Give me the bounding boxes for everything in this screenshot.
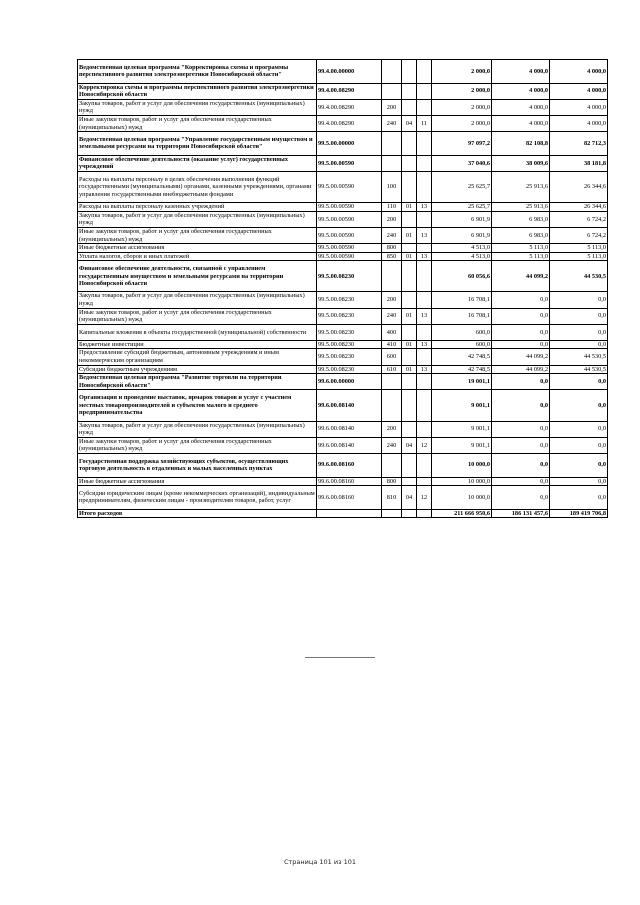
section: [402, 132, 417, 156]
amount-year-3: 0,0: [550, 324, 608, 340]
table-row: [78, 155, 608, 171]
amount-year-2: 0,0: [492, 308, 550, 324]
subsection: [417, 244, 432, 253]
amount-year-2: 44 099,2: [492, 349, 550, 365]
section: 01: [402, 308, 417, 324]
expense-type: 240: [382, 308, 402, 324]
row-name: Субсидии юридическим лицам (кроме некоммерческих организаций), индивидуальным предпринимателям, физическим лицам - производителям товаров, работ, услуг: [78, 486, 317, 510]
target-code: 99.5.00.08230: [317, 292, 382, 308]
amount-year-2: 0,0: [492, 477, 550, 486]
row-name: Корректировка схемы и программы перспективного развития электроэнергетики Новосибирской области: [78, 83, 317, 99]
amount-year-2: 25 913,6: [492, 171, 550, 202]
target-code: 99.5.00.00590: [317, 244, 382, 253]
subsection: 12: [417, 486, 432, 510]
table-row: [78, 261, 608, 292]
expense-type: 240: [382, 227, 402, 243]
amount-year-2: 0,0: [492, 374, 550, 390]
table-row: [78, 308, 608, 324]
amount-year-3: 0,0: [550, 477, 608, 486]
row-name: Предоставление субсидий бюджетным, автономным учреждениям и иным некоммерческим организациям: [78, 349, 317, 365]
amount-year-2: 0,0: [492, 421, 550, 437]
expense-type: 800: [382, 477, 402, 486]
table-row: [78, 115, 608, 131]
section: [402, 453, 417, 477]
amount-year-3: 6 724,2: [550, 227, 608, 243]
section: [402, 244, 417, 253]
amount-year-3: 0,0: [550, 340, 608, 349]
amount-year-3: 5 113,0: [550, 252, 608, 261]
subsection: 13: [417, 203, 432, 212]
row-name: Итого расходов: [78, 509, 317, 518]
amount-year-1: 97 097,2: [432, 132, 492, 156]
expense-type: 810: [382, 486, 402, 510]
target-code: 99.5.00.08230: [317, 340, 382, 349]
amount-year-1: 2 000,0: [432, 115, 492, 131]
expense-type: 400: [382, 324, 402, 340]
row-name: Расходы на выплаты персоналу в целях обеспечения выполнения функций государственными (муниципальными) органами, казенными учреждениями, органами управления государственными внебюджетными фондами: [78, 171, 317, 202]
amount-year-1: 2 000,0: [432, 60, 492, 84]
section: 01: [402, 252, 417, 261]
amount-year-3: 6 724,2: [550, 211, 608, 227]
amount-year-3: 82 712,3: [550, 132, 608, 156]
target-code: 99.6.00.08160: [317, 477, 382, 486]
subsection: [417, 292, 432, 308]
amount-year-1: 4 513,0: [432, 252, 492, 261]
target-code: 99.5.00.00590: [317, 227, 382, 243]
target-code: 99.6.00.00000: [317, 374, 382, 390]
target-code: 99.4.00.08290: [317, 115, 382, 131]
amount-year-2: 4 000,0: [492, 83, 550, 99]
amount-year-1: 6 901,9: [432, 227, 492, 243]
table-row: [78, 486, 608, 510]
table-row: [78, 374, 608, 390]
section: [402, 171, 417, 202]
expense-type: 800: [382, 244, 402, 253]
amount-year-1: 9 001,1: [432, 421, 492, 437]
expense-type: 850: [382, 252, 402, 261]
subsection: [417, 211, 432, 227]
row-name: Иные бюджетные ассигнования: [78, 244, 317, 253]
table-row: [78, 227, 608, 243]
amount-year-3: 0,0: [550, 437, 608, 453]
table-row: [78, 60, 608, 84]
target-code: 99.4.00.00000: [317, 60, 382, 84]
amount-year-1: 6 901,9: [432, 211, 492, 227]
amount-year-2: 0,0: [492, 390, 550, 421]
section: 04: [402, 115, 417, 131]
row-name: Ведомственная целевая программа "Корректировка схемы и программы перспективного развития электроэнергетики Новосибирской области": [78, 60, 317, 84]
row-name: Финансовое обеспечение деятельности (оказание услуг) государственных учреждений: [78, 155, 317, 171]
amount-year-2: 4 000,0: [492, 60, 550, 84]
table-row: [78, 132, 608, 156]
amount-year-2: 0,0: [492, 292, 550, 308]
amount-year-1: 4 513,0: [432, 244, 492, 253]
table-row: [78, 349, 608, 365]
row-name: Ведомственная целевая программа "Управление государственным имуществом и земельными ресурсами на территории Новосибирской области": [78, 132, 317, 156]
table-row: [78, 203, 608, 212]
row-name: Финансовое обеспечение деятельности, связанной с управлением государственным имуществом и земельными ресурсами на территории Новосибирской области: [78, 261, 317, 292]
subsection: [417, 390, 432, 421]
table-row: [78, 340, 608, 349]
subsection: 13: [417, 340, 432, 349]
amount-year-2: 0,0: [492, 437, 550, 453]
table-row: [78, 477, 608, 486]
subsection: [417, 453, 432, 477]
target-code: 99.5.00.00590: [317, 171, 382, 202]
expense-type: 100: [382, 171, 402, 202]
amount-year-1: 42 748,5: [432, 365, 492, 374]
target-code: 99.5.00.08230: [317, 349, 382, 365]
amount-year-3: 0,0: [550, 453, 608, 477]
amount-year-1: 25 625,7: [432, 171, 492, 202]
amount-year-3: 38 181,8: [550, 155, 608, 171]
row-name: Закупка товаров, работ и услуг для обеспечения государственных (муниципальных) нужд: [78, 292, 317, 308]
table-row: [78, 99, 608, 115]
subsection: [417, 349, 432, 365]
subsection: [417, 477, 432, 486]
expense-type: [382, 509, 402, 518]
subsection: 13: [417, 227, 432, 243]
row-name: Иные закупки товаров, работ и услуг для обеспечения государственных (муниципальных) нужд: [78, 115, 317, 131]
section: 01: [402, 340, 417, 349]
subsection: [417, 155, 432, 171]
section: [402, 374, 417, 390]
section: [402, 509, 417, 518]
amount-year-3: 0,0: [550, 390, 608, 421]
row-name: Иные закупки товаров, работ и услуг для обеспечения государственных (муниципальных) нужд: [78, 227, 317, 243]
amount-year-2: 5 113,0: [492, 252, 550, 261]
expense-type: [382, 60, 402, 84]
table-row: [78, 390, 608, 421]
section: [402, 261, 417, 292]
amount-year-1: 2 000,0: [432, 99, 492, 115]
target-code: 99.5.00.00590: [317, 203, 382, 212]
row-name: Расходы на выплаты персоналу казенных учреждений: [78, 203, 317, 212]
amount-year-3: 26 344,6: [550, 203, 608, 212]
subsection: [417, 99, 432, 115]
table-row: [78, 365, 608, 374]
section: 04: [402, 437, 417, 453]
target-code: 99.5.00.00590: [317, 252, 382, 261]
amount-year-2: 44 099,2: [492, 261, 550, 292]
row-name: Закупка товаров, работ и услуг для обеспечения государственных (муниципальных) нужд: [78, 211, 317, 227]
amount-year-1: 19 001,1: [432, 374, 492, 390]
subsection: 13: [417, 308, 432, 324]
amount-year-2: 6 983,0: [492, 227, 550, 243]
section: [402, 292, 417, 308]
amount-year-1: 25 625,7: [432, 203, 492, 212]
amount-year-1: 60 056,6: [432, 261, 492, 292]
section: [402, 60, 417, 84]
section: [402, 349, 417, 365]
expense-type: [382, 155, 402, 171]
expense-type: [382, 453, 402, 477]
section: 04: [402, 486, 417, 510]
expense-type: [382, 261, 402, 292]
subsection: 13: [417, 365, 432, 374]
row-name: Организация и проведение выставок, ярмарок товаров и услуг с участием местных товаропроизводителей и субъектов малого и среднего предпринимательства: [78, 390, 317, 421]
expense-type: 600: [382, 349, 402, 365]
section: 01: [402, 365, 417, 374]
table-row: [78, 252, 608, 261]
section: [402, 477, 417, 486]
amount-year-1: 10 000,0: [432, 477, 492, 486]
amount-year-3: 44 530,5: [550, 365, 608, 374]
table-row: [78, 421, 608, 437]
table-row: [78, 324, 608, 340]
target-code: 99.6.00.08160: [317, 486, 382, 510]
subsection: 11: [417, 115, 432, 131]
amount-year-3: 0,0: [550, 374, 608, 390]
page-number: Страница 101 из 101: [283, 858, 356, 866]
row-name: Иные закупки товаров, работ и услуг для обеспечения государственных (муниципальных) нужд: [78, 437, 317, 453]
expense-type: [382, 390, 402, 421]
row-name: Субсидии бюджетным учреждениям: [78, 365, 317, 374]
expense-type: 200: [382, 211, 402, 227]
section: [402, 83, 417, 99]
target-code: [317, 509, 382, 518]
section: [402, 155, 417, 171]
target-code: 99.6.00.08140: [317, 421, 382, 437]
amount-year-1: 42 748,5: [432, 349, 492, 365]
amount-year-1: 16 708,1: [432, 292, 492, 308]
subsection: 13: [417, 252, 432, 261]
footnote-divider: [305, 657, 375, 658]
amount-year-3: 4 000,0: [550, 83, 608, 99]
subsection: [417, 60, 432, 84]
row-name: Иные закупки товаров, работ и услуг для обеспечения государственных (муниципальных) нужд: [78, 308, 317, 324]
section: 01: [402, 203, 417, 212]
total-row: [78, 509, 608, 518]
target-code: 99.6.00.08140: [317, 390, 382, 421]
subsection: [417, 374, 432, 390]
expense-type: 410: [382, 340, 402, 349]
row-name: Государственная поддержка хозяйствующих субъектов, осуществляющих торговую деятельность в отдаленных и малых населенных пунктах: [78, 453, 317, 477]
amount-year-3: 0,0: [550, 421, 608, 437]
subsection: [417, 83, 432, 99]
amount-year-3: 4 000,0: [550, 60, 608, 84]
section: [402, 99, 417, 115]
expense-type: [382, 83, 402, 99]
amount-year-2: 25 913,6: [492, 203, 550, 212]
table-row: [78, 83, 608, 99]
amount-year-1: 10 000,0: [432, 453, 492, 477]
subsection: [417, 171, 432, 202]
subsection: [417, 421, 432, 437]
amount-year-2: 0,0: [492, 340, 550, 349]
row-name: Закупка товаров, работ и услуг для обеспечения государственных (муниципальных) нужд: [78, 99, 317, 115]
target-code: 99.5.00.00000: [317, 132, 382, 156]
expense-type: 200: [382, 421, 402, 437]
subsection: [417, 132, 432, 156]
subsection: 12: [417, 437, 432, 453]
amount-year-2: 6 983,0: [492, 211, 550, 227]
target-code: 99.6.00.08140: [317, 437, 382, 453]
amount-year-2: 0,0: [492, 453, 550, 477]
amount-year-2: 44 099,2: [492, 365, 550, 374]
expense-type: 200: [382, 292, 402, 308]
amount-year-2: 5 113,0: [492, 244, 550, 253]
table-row: [78, 437, 608, 453]
section: 01: [402, 227, 417, 243]
table-row: [78, 211, 608, 227]
amount-year-2: 0,0: [492, 486, 550, 510]
target-code: 99.5.00.08230: [317, 261, 382, 292]
amount-year-3: 189 419 706,8: [550, 509, 608, 518]
expense-type: 240: [382, 115, 402, 131]
section: [402, 421, 417, 437]
target-code: 99.5.00.08230: [317, 324, 382, 340]
row-name: Ведомственная целевая программа "Развитие торговли на территории Новосибирской области": [78, 374, 317, 390]
target-code: 99.4.00.08290: [317, 83, 382, 99]
amount-year-2: 4 000,0: [492, 115, 550, 131]
amount-year-2: 186 131 457,6: [492, 509, 550, 518]
amount-year-1: 9 001,1: [432, 390, 492, 421]
amount-year-2: 4 000,0: [492, 99, 550, 115]
expense-type: 110: [382, 203, 402, 212]
amount-year-1: 10 000,0: [432, 486, 492, 510]
section: [402, 324, 417, 340]
amount-year-1: 600,0: [432, 340, 492, 349]
amount-year-3: 26 344,6: [550, 171, 608, 202]
expense-type: [382, 132, 402, 156]
row-name: Капитальные вложения в объекты государственной (муниципальной) собственности: [78, 324, 317, 340]
expense-type: 200: [382, 99, 402, 115]
row-name: Уплата налогов, сборов и иных платежей: [78, 252, 317, 261]
amount-year-3: 0,0: [550, 486, 608, 510]
amount-year-2: 82 108,8: [492, 132, 550, 156]
budget-expenses-table: [77, 59, 608, 518]
subsection: [417, 324, 432, 340]
subsection: [417, 261, 432, 292]
amount-year-1: 600,0: [432, 324, 492, 340]
amount-year-1: 16 708,1: [432, 308, 492, 324]
amount-year-1: 2 000,0: [432, 83, 492, 99]
amount-year-1: 37 040,6: [432, 155, 492, 171]
target-code: 99.5.00.00590: [317, 211, 382, 227]
table-row: [78, 171, 608, 202]
row-name: Бюджетные инвестиции: [78, 340, 317, 349]
amount-year-3: 44 530,5: [550, 261, 608, 292]
amount-year-3: 44 530,5: [550, 349, 608, 365]
amount-year-3: 5 113,0: [550, 244, 608, 253]
table-row: [78, 453, 608, 477]
amount-year-3: 0,0: [550, 308, 608, 324]
target-code: 99.6.00.08160: [317, 453, 382, 477]
amount-year-3: 0,0: [550, 292, 608, 308]
expense-type: 610: [382, 365, 402, 374]
target-code: 99.5.00.00590: [317, 155, 382, 171]
amount-year-1: 211 666 950,6: [432, 509, 492, 518]
row-name: Иные бюджетные ассигнования: [78, 477, 317, 486]
amount-year-2: 0,0: [492, 324, 550, 340]
row-name: Закупка товаров, работ и услуг для обеспечения государственных (муниципальных) нужд: [78, 421, 317, 437]
section: [402, 390, 417, 421]
target-code: 99.4.00.08290: [317, 99, 382, 115]
target-code: 99.5.00.08230: [317, 308, 382, 324]
table-row: [78, 244, 608, 253]
amount-year-3: 4 000,0: [550, 99, 608, 115]
section: [402, 211, 417, 227]
expense-type: 240: [382, 437, 402, 453]
subsection: [417, 509, 432, 518]
table-row: [78, 292, 608, 308]
amount-year-1: 9 001,1: [432, 437, 492, 453]
amount-year-3: 4 000,0: [550, 115, 608, 131]
expense-type: [382, 374, 402, 390]
amount-year-2: 38 009,6: [492, 155, 550, 171]
target-code: 99.5.00.08230: [317, 365, 382, 374]
